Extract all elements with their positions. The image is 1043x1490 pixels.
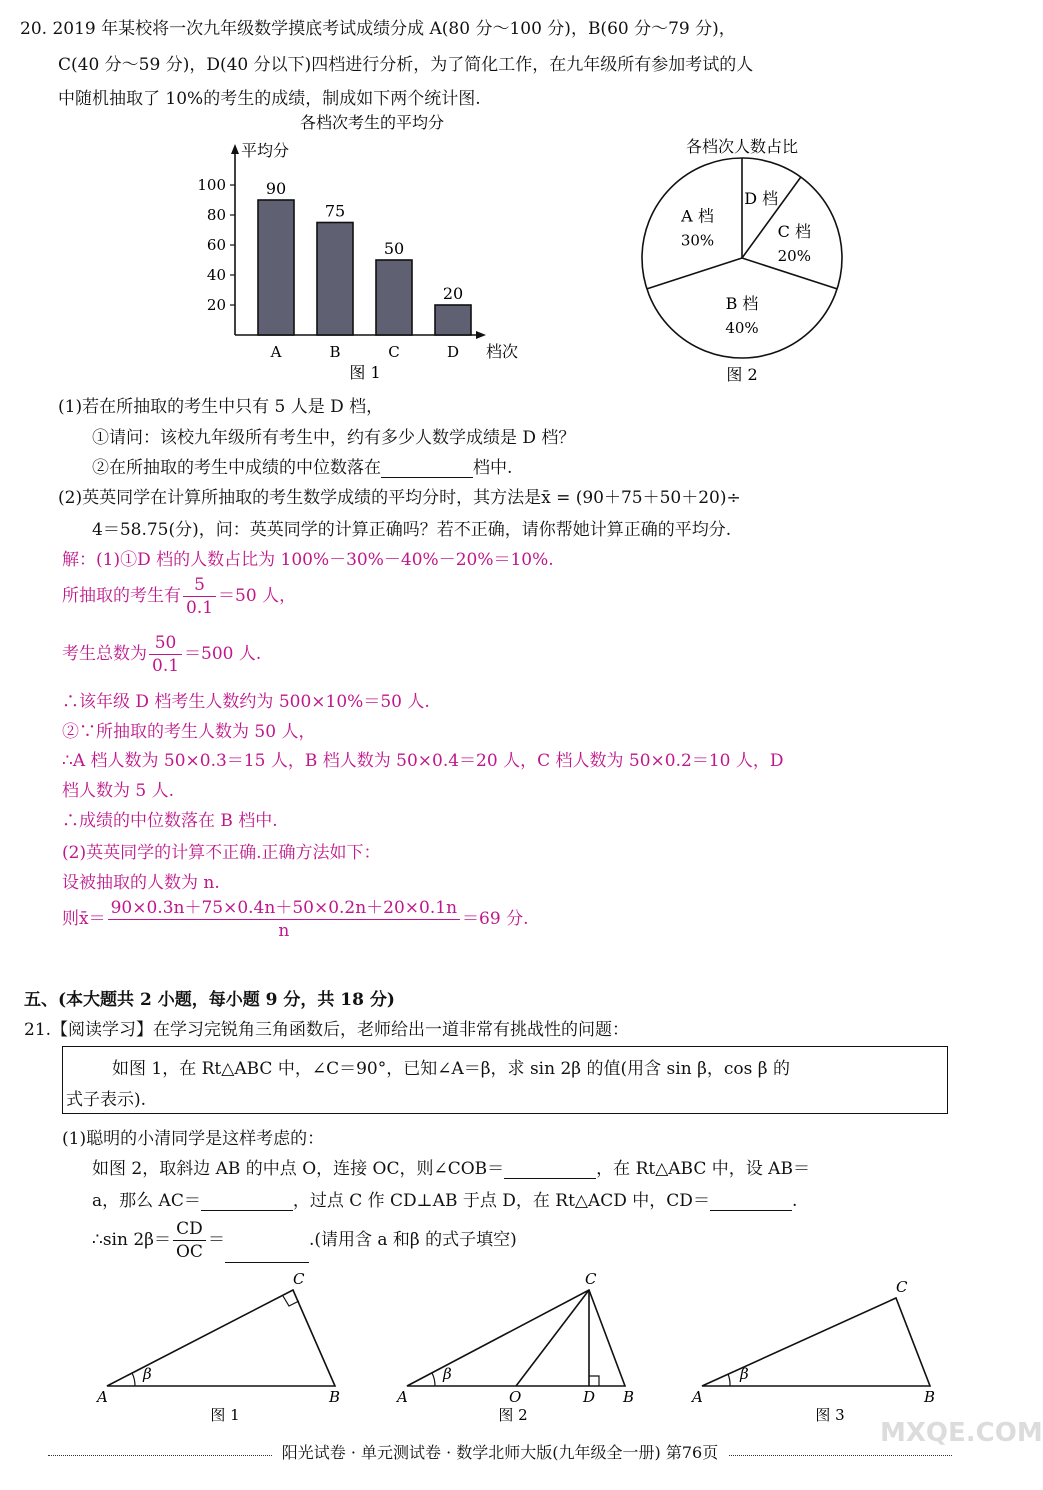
bar-data-label: 20: [442, 284, 464, 303]
q20-line2: C(40 分～59 分)，D(40 分以下)四档进行分析，为了简化工作，在九年级所有参加考试的人: [58, 55, 754, 75]
point-label-c: C: [585, 1270, 597, 1288]
sol-line7: 档人数为 5 人.: [62, 781, 175, 801]
angle-label-beta: β: [443, 1365, 452, 1383]
q20-part2-line1: (2)英英同学在计算所抽取的考生数学成绩的平均分时，其方法是x̄ = (90＋75＋50＋20)÷: [58, 488, 741, 508]
watermark: MXQE.COM: [880, 1418, 1043, 1448]
x-tick-label: C: [388, 343, 400, 361]
answer-blank: [225, 1244, 309, 1263]
q20-part1: (1)若在所抽取的考生中只有 5 人是 D 档，: [58, 397, 384, 417]
triangle-figure-1: [95, 1268, 365, 1428]
bar-data-label: 90: [265, 179, 287, 198]
q21-line4: ∴sin 2β＝ $\frac{CD}{OC}$ ＝ .(请用含 a 和β 的式子填空): [92, 1219, 517, 1262]
q21-line2: 如图 2，取斜边 AB 的中点 O，连接 OC，则∠COB＝ ，在 Rt△ABC 中，设 AB＝: [92, 1159, 810, 1179]
problem-box-line1: 如图 1，在 Rt△ABC 中，∠C＝90°，已知∠A＝β，求 sin 2β 的值(用含 sin β，cos β 的: [112, 1059, 791, 1079]
x-tick-label: B: [329, 343, 341, 361]
bar-chart: [180, 110, 550, 390]
point-label-c: C: [293, 1270, 305, 1288]
q20-part2-line2: 4＝58.75(分)，问：英英同学的计算正确吗？若不正确，请你帮她计算正确的平均分.: [92, 520, 732, 540]
q20-line3: 中随机抽取了 10%的考生的成绩，制成如下两个统计图.: [58, 89, 481, 109]
bar-B: [317, 223, 353, 336]
sol-line9: (2)英英同学的计算不正确.正确方法如下：: [62, 843, 381, 863]
sol-line4: ∴该年级 D 档考生人数约为 500×10%＝50 人.: [62, 692, 430, 712]
pie-slice-label: B 档: [725, 294, 759, 313]
angle-label-beta: β: [143, 1365, 152, 1383]
y-tick-label: 60: [206, 236, 226, 254]
q20-part1b: ②在所抽取的考生中成绩的中位数落在 档中.: [92, 458, 513, 478]
point-label-b: B: [329, 1388, 341, 1406]
sol-line6: ∴A 档人数为 50×0.3＝15 人，B 档人数为 50×0.4＝20 人，C 档人数为 50×0.2＝10 人，D: [62, 751, 784, 771]
pie-chart-title: 各档次人数占比: [685, 137, 799, 156]
answer-blank: [381, 459, 473, 478]
q21-intro: 21.【阅读学习】在学习完锐角三角函数后，老师给出一道非常有挑战性的问题：: [24, 1020, 630, 1040]
pie-slice-label: C 档: [777, 222, 811, 242]
triangle-figure-3: [690, 1268, 950, 1428]
x-tick-label: A: [270, 343, 282, 361]
pie-chart: [620, 130, 860, 390]
section-heading: 五、(本大题共 2 小题，每小题 9 分，共 18 分): [24, 990, 395, 1010]
bar-D: [435, 305, 471, 335]
point-label-d: D: [583, 1388, 596, 1406]
answer-blank: [710, 1192, 792, 1211]
sol-line2: 所抽取的考生有 $\frac{5}{0.1}$ ＝50 人，: [62, 575, 297, 618]
bar-A: [258, 200, 294, 335]
y-axis-label: 平均分: [241, 141, 290, 160]
y-tick-label: 80: [206, 206, 226, 224]
y-tick-label: 20: [206, 296, 226, 314]
page-footer: 阳光试卷 · 单元测试卷 · 数学北师大版(九年级全一册) 第76页: [0, 1440, 1000, 1463]
sol-line10: 设被抽取的人数为 n.: [62, 873, 220, 893]
y-tick-label: 40: [206, 266, 226, 284]
point-label-a: A: [97, 1388, 108, 1406]
bar-chart-caption: 图 1: [349, 363, 381, 382]
sol-line1: 解：(1)①D 档的人数占比为 100%－30%－40%－20%＝10%.: [62, 550, 554, 570]
point-label-a: A: [397, 1388, 408, 1406]
bar-data-label: 50: [383, 239, 405, 258]
x-axis-arrow: [476, 331, 486, 339]
point-label-c: C: [896, 1278, 908, 1296]
pie-slice-label: A 档: [681, 206, 714, 226]
pie-slice-label: D 档: [744, 189, 779, 209]
pie-chart-caption: 图 2: [726, 365, 758, 384]
x-tick-label: D: [446, 343, 460, 361]
bar-chart-title: 各档次考生的平均分: [300, 113, 445, 132]
angle-label-beta: β: [740, 1365, 749, 1383]
pie-slice-pct: 40%: [725, 319, 759, 337]
sol-line3: 考生总数为 $\frac{50}{0.1}$ ＝500 人.: [62, 633, 262, 676]
point-label-a: A: [692, 1388, 703, 1406]
problem-box-line2: 式子表示).: [66, 1090, 147, 1110]
answer-blank: [201, 1192, 293, 1211]
figure-3-caption: 图 3: [815, 1406, 845, 1424]
q21-part1: (1)聪明的小清同学是这样考虑的：: [62, 1129, 325, 1149]
point-label-o: O: [509, 1388, 522, 1406]
x-axis-label: 档次: [486, 342, 519, 361]
y-tick-label: 100: [197, 176, 226, 194]
point-label-b: B: [623, 1388, 635, 1406]
q20-line1: 20. 2019 年某校将一次九年级数学摸底考试成绩分成 A(80 分～100 分)，B(60 分～79 分)，: [20, 19, 736, 39]
pie-divider: [647, 258, 742, 289]
answer-blank: [504, 1160, 596, 1179]
pie-slice-pct: 20%: [777, 247, 811, 266]
q21-line3: a，那么 AC＝ ，过点 C 作 CD⊥AB 于点 D，在 Rt△ACD 中，CD＝ .: [92, 1191, 798, 1211]
q20-part1a: ①请问：该校九年级所有考生中，约有多少人数学成绩是 D 档？: [92, 428, 576, 448]
triangle-figure-2: [395, 1268, 655, 1428]
bar-C: [376, 260, 412, 335]
point-label-b: B: [924, 1388, 936, 1406]
sol-line8: ∴成绩的中位数落在 B 档中.: [62, 811, 278, 831]
figure-1-caption: 图 1: [210, 1406, 240, 1424]
sol-line5: ②∵所抽取的考生人数为 50 人，: [62, 722, 316, 742]
bar-data-label: 75: [324, 201, 346, 221]
sol-line11: 则x̄＝ $\frac{90\times 0.3n+75\times 0.4n+50\times 0.2n+20\times 0.1n}{n}$ ＝69 分.: [62, 898, 529, 941]
figure-2-caption: 图 2: [498, 1406, 528, 1424]
y-axis-arrow: [231, 144, 239, 154]
pie-slice-pct: 30%: [680, 231, 715, 250]
